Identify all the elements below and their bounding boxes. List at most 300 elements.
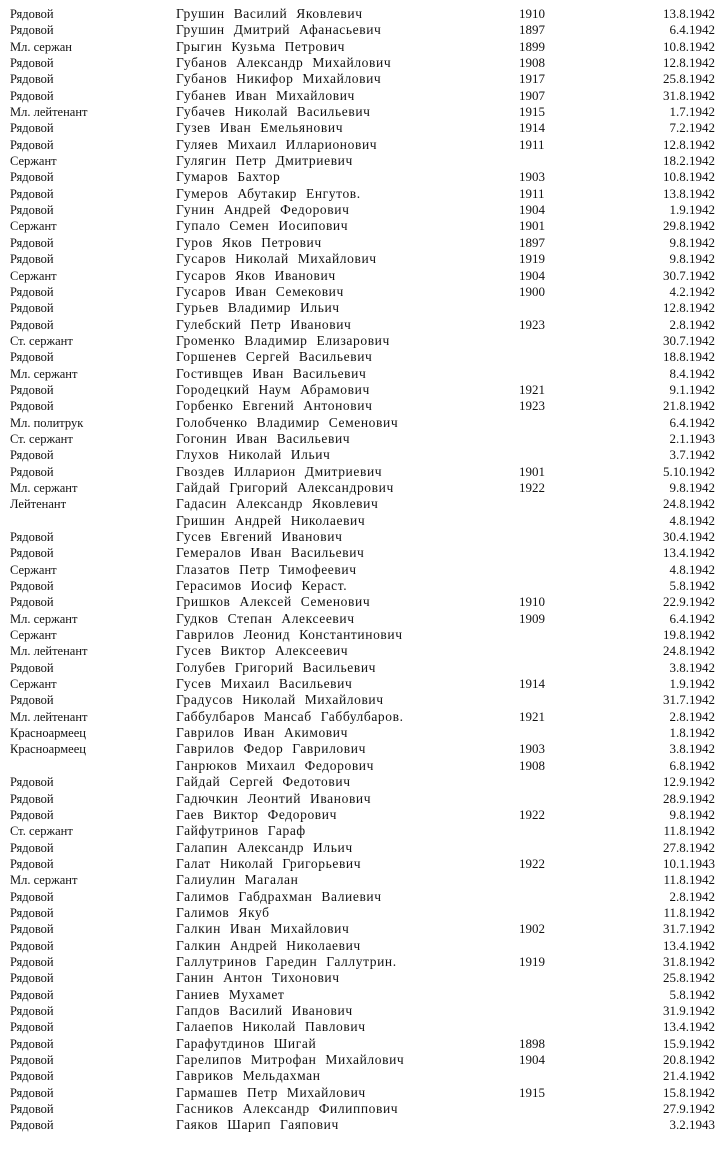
birth-year-cell: 1922 [519,479,545,495]
death-date-cell: 30.7.1942 [663,267,715,283]
rank-cell: Рядовой [10,987,54,1002]
name-cell: Губанев Иван Михайлович [176,87,355,103]
name-cell: Гумаров Бахтор [176,169,281,185]
death-date-cell: 12.8.1942 [663,300,715,316]
name-cell: Гупало Семен Иосипович [176,218,349,234]
list-item [0,643,727,659]
rank-cell: Мл. сержант [10,611,78,626]
list-item [0,1085,727,1101]
birth-year-cell: 1897 [519,22,545,38]
list-item [0,137,727,153]
death-date-cell: 12.8.1942 [663,55,715,71]
name-cell: Горбенко Евгений Антонович [176,398,373,414]
death-date-cell: 6.4.1942 [669,610,715,626]
name-cell: Гудков Степан Алексеевич [176,610,355,626]
name-cell: Галимов Габдрахман Валиевич [176,888,382,904]
death-date-cell: 5.8.1942 [669,578,715,594]
rank-cell: Сержант [10,154,57,169]
name-cell: Галлутринов Гаредин Галлутрин. [176,953,397,969]
death-date-cell: 31.8.1942 [663,87,715,103]
name-cell: Гайдай Сергей Федотович [176,774,351,790]
rank-cell: Рядовой [10,382,54,397]
death-date-cell: 5.8.1942 [669,986,715,1002]
rank-cell: Сержант [10,219,57,234]
rank-cell: Рядовой [10,922,54,937]
list-item [0,840,727,856]
death-date-cell: 31.7.1942 [663,692,715,708]
death-date-cell: 2.8.1942 [669,888,715,904]
birth-year-cell: 1903 [519,741,545,757]
name-cell: Губанов Никифор Михайлович [176,71,382,87]
list-item [0,692,727,708]
rank-cell: Рядовой [10,1069,54,1084]
rank-cell: Сержант [10,562,57,577]
list-item [0,872,727,888]
list-item [0,823,727,839]
death-date-cell: 9.8.1942 [669,234,715,250]
name-cell: Громенко Владимир Елизарович [176,332,390,348]
death-date-cell: 11.8.1942 [663,904,715,920]
death-date-cell: 3.8.1942 [669,741,715,757]
death-date-cell: 10.8.1942 [663,169,715,185]
name-cell: Гвоздев Илларион Дмитриевич [176,463,383,479]
rank-cell: Мл. сержан [10,39,72,54]
birth-year-cell: 1899 [519,38,545,54]
name-cell: Гулебский Петр Иванович [176,316,352,332]
name-cell: Гусаров Яков Иванович [176,267,336,283]
death-date-cell: 13.8.1942 [663,6,715,21]
name-cell: Гайфутринов Гараф [176,823,306,839]
birth-year-cell: 1911 [519,185,545,201]
death-date-cell: 3.2.1943 [669,1117,715,1133]
rank-cell: Рядовой [10,399,54,414]
name-cell: Гурьев Владимир Ильич [176,300,340,316]
list-item [0,954,727,970]
list-item [0,1019,727,1035]
death-date-cell: 25.8.1942 [663,970,715,986]
rank-cell: Рядовой [10,775,54,790]
list-item [0,594,727,610]
name-cell: Гусев Михаил Васильевич [176,676,353,692]
list-item [0,611,727,627]
list-item [0,627,727,643]
list-item [0,480,727,496]
birth-year-cell: 1901 [519,463,545,479]
list-item [0,349,727,365]
rank-cell: Рядовой [10,170,54,185]
birth-year-cell: 1901 [519,218,545,234]
list-item [0,513,727,529]
list-item [0,758,727,774]
birth-year-cell: 1908 [519,757,545,773]
birth-year-cell: 1923 [519,316,545,332]
birth-year-cell: 1922 [519,855,545,871]
death-date-cell: 4.8.1942 [669,561,715,577]
list-item [0,1068,727,1084]
name-cell: Гумеров Абутакир Енгутов. [176,185,361,201]
name-cell: Гаврилов Леонид Константинович [176,627,403,643]
list-item [0,415,727,431]
name-cell: Гуляев Михаил Илларионович [176,136,378,152]
list-item [0,856,727,872]
rank-cell: Сержант [10,628,57,643]
rank-cell: Рядовой [10,203,54,218]
list-item [0,300,727,316]
rank-cell: Рядовой [10,448,54,463]
name-cell: Галапин Александр Ильич [176,839,353,855]
name-cell: Гавриков Мельдахман [176,1068,321,1084]
rank-cell: Красноармеец [10,726,86,741]
death-date-cell: 22.9.1942 [663,594,715,610]
rank-cell: Рядовой [10,1053,54,1067]
name-cell: Городецкий Наум Абрамович [176,381,370,397]
rank-cell: Рядовой [10,889,54,904]
birth-year-cell: 1898 [519,1035,545,1051]
rank-cell: Рядовой [10,7,54,21]
death-date-cell: 29.8.1942 [663,218,715,234]
list-item [0,55,727,71]
rank-cell: Сержант [10,677,57,692]
death-date-cell: 28.9.1942 [663,790,715,806]
name-cell: Гришков Алексей Семенович [176,594,371,610]
list-item [0,791,727,807]
rank-cell: Мл. сержант [10,366,78,381]
name-cell: Гуров Яков Петрович [176,234,322,250]
birth-year-cell: 1919 [519,953,545,969]
death-date-cell: 15.8.1942 [663,1084,715,1100]
rank-cell: Рядовой [10,693,54,708]
list-item [0,725,727,741]
rank-cell: Рядовой [10,660,54,675]
death-date-cell: 21.8.1942 [663,398,715,414]
name-cell: Галкин Андрей Николаевич [176,937,361,953]
name-cell: Гадючкин Леонтий Иванович [176,790,372,806]
death-date-cell: 10.8.1942 [663,38,715,54]
rank-cell: Ст. сержант [10,431,73,446]
name-cell: Гришин Андрей Николаевич [176,512,366,528]
death-date-cell: 9.8.1942 [669,479,715,495]
name-cell: Гунин Андрей Федорович [176,202,350,218]
list-item [0,676,727,692]
rank-cell: Мл. лейтенант [10,709,88,724]
rank-cell: Рядовой [10,1036,54,1051]
name-cell: Гайдай Григорий Александрович [176,479,394,495]
birth-year-cell: 1921 [519,381,545,397]
name-cell: Глазатов Петр Тимофеевич [176,561,357,577]
rank-cell: Рядовой [10,137,54,152]
name-cell: Гасников Александр Филиппович [176,1101,399,1117]
rank-cell: Рядовой [10,954,54,969]
rank-cell: Рядовой [10,595,54,610]
rank-cell: Рядовой [10,235,54,250]
list-item [0,970,727,986]
name-cell: Гогонин Иван Васильевич [176,430,351,446]
name-cell: Ганиев Мухамет [176,986,285,1002]
list-item [0,921,727,937]
death-date-cell: 18.8.1942 [663,349,715,365]
name-cell: Галат Николай Григорьевич [176,855,362,871]
rank-cell: Рядовой [10,807,54,822]
list-item [0,333,727,349]
death-date-cell: 27.9.1942 [663,1101,715,1117]
death-date-cell: 20.8.1942 [663,1052,715,1067]
death-date-cell: 5.10.1942 [663,463,715,479]
list-item [0,218,727,234]
death-date-cell: 13.4.1942 [663,1019,715,1035]
rank-cell: Рядовой [10,791,54,806]
death-date-cell: 1.9.1942 [669,676,715,692]
rank-cell: Ст. сержант [10,333,73,348]
rank-cell: Рядовой [10,1102,54,1117]
name-cell: Галиулин Магалан [176,872,299,888]
name-cell: Ганин Антон Тихонович [176,970,340,986]
name-cell: Галаепов Николай Павлович [176,1019,366,1035]
death-date-cell: 24.8.1942 [663,643,715,659]
birth-year-cell: 1909 [519,610,545,626]
death-date-cell: 3.8.1942 [669,659,715,675]
list-item [0,496,727,512]
birth-year-cell: 1908 [519,55,545,71]
list-item [0,905,727,921]
birth-year-cell: 1915 [519,104,545,120]
death-date-cell: 25.8.1942 [663,71,715,87]
death-date-cell: 12.9.1942 [663,774,715,790]
list-item [0,447,727,463]
list-item [0,987,727,1003]
rank-cell: Ст. сержант [10,824,73,839]
rank-cell: Мл. сержант [10,873,78,888]
death-date-cell: 6.8.1942 [669,757,715,773]
list-item [0,774,727,790]
list-item [0,235,727,251]
list-item [0,366,727,382]
death-date-cell: 24.8.1942 [663,496,715,512]
death-date-cell: 30.7.1942 [663,332,715,348]
rank-cell: Рядовой [10,530,54,544]
list-item [0,104,727,120]
death-date-cell: 6.4.1942 [669,414,715,430]
name-cell: Голобченко Владимир Семенович [176,414,399,430]
list-item [0,268,727,284]
name-cell: Гемералов Иван Васильевич [176,545,365,561]
death-date-cell: 8.4.1942 [669,365,715,381]
rank-cell: Рядовой [10,856,54,871]
death-date-cell: 1.7.1942 [669,104,715,120]
death-date-cell: 27.8.1942 [663,839,715,855]
list-item [0,186,727,202]
death-date-cell: 31.8.1942 [663,953,715,969]
birth-year-cell: 1919 [519,251,545,267]
death-date-cell: 30.4.1942 [663,529,715,544]
name-cell: Гостивщев Иван Васильевич [176,365,367,381]
list-item [0,22,727,38]
death-date-cell: 9.1.1942 [669,381,715,397]
rank-cell: Рядовой [10,464,54,479]
list-item [0,169,727,185]
birth-year-cell: 1914 [519,676,545,692]
birth-year-cell: 1915 [519,1084,545,1100]
death-date-cell: 31.9.1942 [663,1002,715,1018]
name-cell: Гарафутдинов Шигай [176,1035,317,1051]
rank-cell: Рядовой [10,1118,54,1133]
name-cell: Грыгин Кузьма Петрович [176,38,346,54]
rank-cell: Рядовой [10,938,54,953]
name-cell: Ганрюков Михаил Федорович [176,757,375,773]
death-date-cell: 2.1.1943 [669,430,715,446]
name-cell: Глухов Николай Ильич [176,447,331,463]
name-cell: Губанов Александр Михайлович [176,55,392,71]
name-cell: Гусев Евгений Иванович [176,529,343,544]
list-item [0,120,727,136]
rank-cell: Мл. лейтенант [10,644,88,659]
list-item [0,660,727,676]
name-cell: Градусов Николай Михайлович [176,692,384,708]
birth-year-cell: 1910 [519,6,545,21]
birth-year-cell: 1922 [519,806,545,822]
list-item [0,1052,727,1068]
rank-cell: Рядовой [10,579,54,594]
rank-cell: Рядовой [10,121,54,136]
birth-year-cell: 1907 [519,87,545,103]
death-date-cell: 2.8.1942 [669,316,715,332]
list-item [0,464,727,480]
death-date-cell: 31.7.1942 [663,921,715,937]
birth-year-cell: 1904 [519,267,545,283]
name-cell: Гармашев Петр Михайлович [176,1084,366,1100]
list-item [0,709,727,725]
list-item [0,431,727,447]
name-cell: Горшенев Сергей Васильевич [176,349,373,365]
death-date-cell: 1.8.1942 [669,725,715,741]
list-item [0,1101,727,1117]
death-date-cell: 9.8.1942 [669,806,715,822]
death-date-cell: 2.8.1942 [669,708,715,724]
rank-cell: Рядовой [10,72,54,87]
death-date-cell: 10.1.1943 [663,855,715,871]
name-cell: Грушин Дмитрий Афанасьевич [176,22,382,38]
death-date-cell: 18.2.1942 [663,153,715,169]
birth-year-cell: 1897 [519,234,545,250]
birth-year-cell: 1914 [519,120,545,136]
rank-cell: Рядовой [10,971,54,986]
list-item [0,529,727,545]
list-item [0,71,727,87]
rank-cell: Рядовой [10,88,54,103]
rank-cell: Рядовой [10,23,54,38]
death-date-cell: 13.8.1942 [663,185,715,201]
list-item [0,88,727,104]
death-date-cell: 13.4.1942 [663,545,715,561]
birth-year-cell: 1904 [519,1052,545,1067]
birth-year-cell: 1904 [519,202,545,218]
death-date-cell: 7.2.1942 [669,120,715,136]
rank-cell: Рядовой [10,840,54,855]
rank-cell: Рядовой [10,252,54,267]
list-item [0,398,727,414]
death-date-cell: 15.9.1942 [663,1035,715,1051]
rank-cell: Рядовой [10,1020,54,1035]
rank-cell: Мл. политрук [10,415,84,430]
name-cell: Гарелипов Митрофан Михайлович [176,1052,405,1067]
list-item [0,545,727,561]
name-cell: Герасимов Иосиф Кераст. [176,578,348,594]
birth-year-cell: 1921 [519,708,545,724]
list-item [0,251,727,267]
death-date-cell: 1.9.1942 [669,202,715,218]
list-item [0,1117,727,1133]
name-cell: Гаврилов Иван Акимович [176,725,348,741]
name-cell: Гаврилов Федор Гаврилович [176,741,366,757]
rank-cell: Рядовой [10,317,54,332]
list-item [0,562,727,578]
name-cell: Губачев Николай Васильевич [176,104,371,120]
rank-cell: Рядовой [10,284,54,299]
death-date-cell: 19.8.1942 [663,627,715,643]
name-cell: Гаев Виктор Федорович [176,806,337,822]
rank-cell: Мл. сержант [10,480,78,495]
name-cell: Габбулбаров Мансаб Габбулбаров. [176,708,404,724]
name-cell: Гапдов Василий Иванович [176,1002,353,1018]
rank-cell: Красноармеец [10,742,86,757]
list-item [0,153,727,169]
death-date-cell: 9.8.1942 [669,251,715,267]
rank-cell: Рядовой [10,905,54,920]
death-date-cell: 13.4.1942 [663,937,715,953]
list-item [0,938,727,954]
rank-cell: Рядовой [10,350,54,365]
list-item [0,382,727,398]
name-cell: Гусаров Иван Семекович [176,283,344,299]
name-cell: Грушин Василий Яковлевич [176,6,363,21]
list-item [0,741,727,757]
list-item [0,39,727,55]
list-item [0,284,727,300]
list-item [0,6,727,22]
rank-cell: Рядовой [10,301,54,316]
death-date-cell: 21.4.1942 [663,1068,715,1084]
name-cell: Гулягин Петр Дмитриевич [176,153,353,169]
list-item [0,1036,727,1052]
rank-cell: Рядовой [10,546,54,561]
list-item [0,889,727,905]
death-date-cell: 11.8.1942 [663,823,715,839]
death-date-cell: 6.4.1942 [669,22,715,38]
list-item [0,578,727,594]
list-item [0,202,727,218]
birth-year-cell: 1900 [519,283,545,299]
death-date-cell: 12.8.1942 [663,136,715,152]
rank-cell: Рядовой [10,56,54,71]
casualty-list [0,6,727,1134]
birth-year-cell: 1903 [519,169,545,185]
death-date-cell: 11.8.1942 [663,872,715,888]
name-cell: Гадасин Александр Яковлевич [176,496,379,512]
list-item [0,1003,727,1019]
death-date-cell: 3.7.1942 [669,447,715,463]
birth-year-cell: 1923 [519,398,545,414]
rank-cell: Мл. лейтенант [10,105,88,120]
name-cell: Голубев Григорий Васильевич [176,659,377,675]
birth-year-cell: 1902 [519,921,545,937]
rank-cell: Рядовой [10,186,54,201]
death-date-cell: 4.8.1942 [669,512,715,528]
rank-cell: Рядовой [10,1003,54,1018]
list-item [0,317,727,333]
birth-year-cell: 1917 [519,71,545,87]
name-cell: Гузев Иван Емельянович [176,120,344,136]
name-cell: Гусев Виктор Алексеевич [176,643,349,659]
rank-cell: Лейтенант [10,497,67,512]
